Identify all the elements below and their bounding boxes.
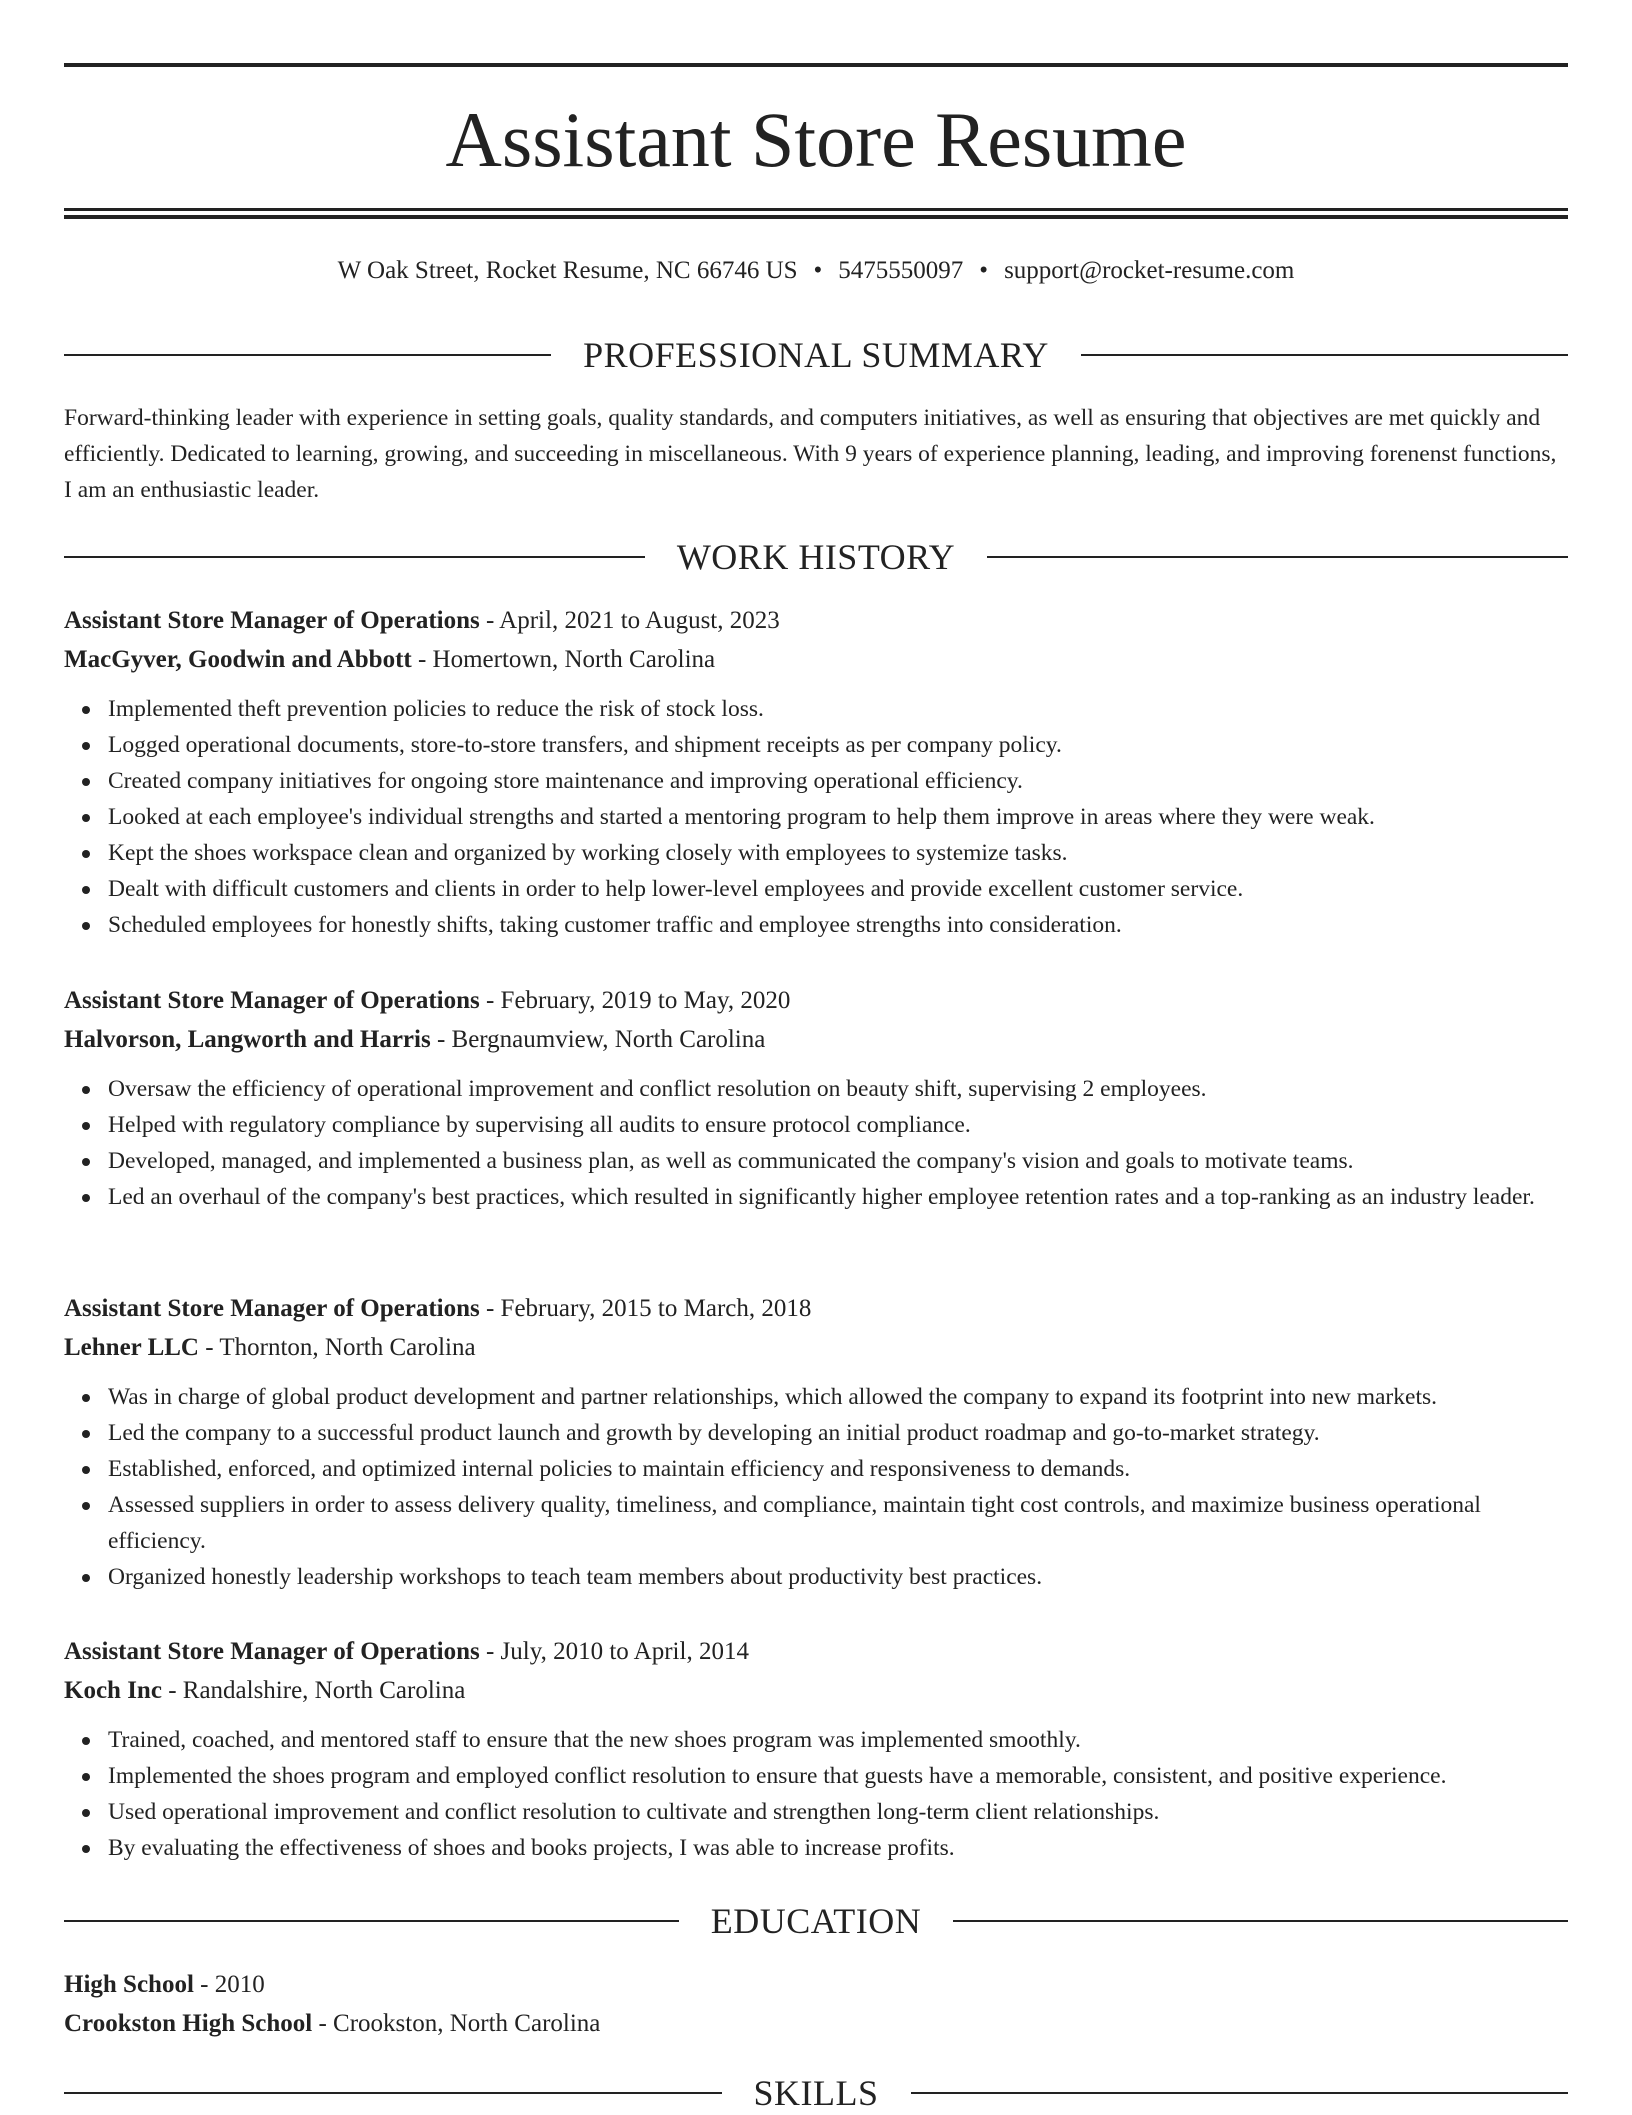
job-dates: - February, 2019 to May, 2020 (479, 987, 791, 1014)
education-location: - Crookston, North Carolina (312, 2010, 601, 2037)
job-title-line (64, 601, 1568, 640)
job-company: Koch Inc (64, 1677, 162, 1704)
job-company: MacGyver, Goodwin and Abbott (64, 646, 412, 673)
job-bullet: Looked at each employee's individual strengths and started a mentoring program to help them improve in areas where they were weak. (108, 799, 1568, 835)
contact-separator: • (813, 257, 823, 284)
job-bullet-list (64, 1722, 1568, 1866)
heading-rule-left (64, 354, 551, 356)
job-bullet: Oversaw the efficiency of operational improvement and conflict resolution on beauty shift, supervising 2 employees. (108, 1071, 1568, 1107)
job-company: Lehner LLC (64, 1334, 199, 1361)
job-bullet: Used operational improvement and conflict resolution to cultivate and strengthen long-term client relationships. (108, 1794, 1568, 1830)
contact-separator: • (979, 257, 989, 284)
summary-paragraph: Forward-thinking leader with experience in setting goals, quality standards, and computers initiatives, as well as ensuring that objectives are met quickly and efficiently. Dedicated to learning, growing, and succeeding in miscellaneous. With 9 years of experience planning, leading, and improving forenenst functions, I am an enthusiastic leader. (64, 405, 1557, 503)
heading-rule-left (64, 2092, 722, 2094)
heading-rule-left (64, 1920, 679, 1922)
job-bullet: Implemented theft prevention policies to reduce the risk of stock loss. (108, 691, 1568, 727)
job-bullet: Created company initiatives for ongoing store maintenance and improving operational efficiency. (108, 763, 1568, 799)
contact-address: W Oak Street, Rocket Resume, NC 66746 US (337, 257, 798, 284)
work-history-heading-label: WORK HISTORY (676, 537, 956, 577)
job-location: - Randalshire, North Carolina (161, 1677, 466, 1704)
job-bullet: Was in charge of global product development and partner relationships, which allowed the company to expand its footprint into new markets. (108, 1379, 1568, 1415)
education-heading-label: EDUCATION (710, 1901, 922, 1941)
title-rule-upper (64, 208, 1568, 211)
education-heading (64, 1899, 1568, 1943)
job-company-line (64, 1328, 1568, 1367)
heading-rule-right (911, 2092, 1569, 2094)
summary-heading-label: PROFESSIONAL SUMMARY (583, 335, 1049, 375)
job-bullet: Logged operational documents, store-to-store transfers, and shipment receipts as per company policy. (108, 727, 1568, 763)
job-company-line (64, 1020, 1568, 1059)
heading-rule-right (1081, 354, 1568, 356)
top-rule (64, 63, 1568, 67)
job-bullet: Helped with regulatory compliance by supervising all audits to ensure protocol compliance. (108, 1107, 1568, 1143)
contact-phone: 5475550097 (838, 257, 964, 284)
job-location: - Homertown, North Carolina (411, 646, 716, 673)
job-bullet: Organized honestly leadership workshops to teach team members about productivity best practices. (108, 1559, 1568, 1595)
job-bullet: Developed, managed, and implemented a business plan, as well as communicated the company's vision and goals to motivate teams. (108, 1143, 1568, 1179)
job-dates: - July, 2010 to April, 2014 (479, 1638, 749, 1665)
skills-heading (64, 2071, 1568, 2115)
job-bullet: Implemented the shoes program and employed conflict resolution to ensure that guests have a memorable, consistent, and positive experience. (108, 1758, 1568, 1794)
title-rule-lower (64, 215, 1568, 219)
resume-title: Assistant Store Resume (445, 96, 1187, 183)
heading-rule-right (953, 1920, 1568, 1922)
job-entry-4 (64, 1632, 1568, 1866)
job-bullet-list (64, 1071, 1568, 1215)
education-degree: High School (64, 1971, 194, 1998)
job-location: - Bergnaumview, North Carolina (430, 1026, 766, 1053)
job-bullet-list (64, 691, 1568, 943)
job-entry-1 (64, 601, 1568, 943)
education-school: Crookston High School (64, 2010, 313, 2037)
summary-heading (64, 333, 1568, 377)
work-history-heading (64, 535, 1568, 579)
job-title: Assistant Store Manager of Operations (64, 987, 480, 1014)
education-entry (64, 1965, 1568, 2043)
job-title-line (64, 981, 1568, 1020)
job-bullet: Led the company to a successful product launch and growth by developing an initial product roadmap and go-to-market strategy. (108, 1415, 1568, 1451)
job-dates: - April, 2021 to August, 2023 (479, 607, 780, 634)
job-entry-2 (64, 981, 1568, 1215)
job-bullet: Kept the shoes workspace clean and organized by working closely with employees to systemize tasks. (108, 835, 1568, 871)
contact-line (64, 254, 1568, 288)
education-degree-line (64, 1965, 1568, 2004)
job-bullet-list (64, 1379, 1568, 1595)
job-bullet: Assessed suppliers in order to assess delivery quality, timeliness, and compliance, maintain tight cost controls, and maximize business operational efficiency. (108, 1487, 1568, 1559)
skills-heading-label: SKILLS (753, 2073, 879, 2113)
job-company-line (64, 1671, 1568, 1710)
job-company: Halvorson, Langworth and Harris (64, 1026, 431, 1053)
job-bullet: Led an overhaul of the company's best practices, which resulted in significantly higher employee retention rates and a top-ranking as an industry leader. (108, 1179, 1568, 1215)
job-dates: - February, 2015 to March, 2018 (479, 1295, 812, 1322)
job-title: Assistant Store Manager of Operations (64, 1638, 480, 1665)
job-title: Assistant Store Manager of Operations (64, 607, 480, 634)
job-bullet: Established, enforced, and optimized internal policies to maintain efficiency and responsiveness to demands. (108, 1451, 1568, 1487)
job-entry-3 (64, 1289, 1568, 1595)
contact-email: support@rocket-resume.com (1004, 257, 1295, 284)
job-company-line (64, 640, 1568, 679)
heading-rule-left (64, 556, 645, 558)
job-title-line (64, 1289, 1568, 1328)
heading-rule-right (987, 556, 1568, 558)
job-title: Assistant Store Manager of Operations (64, 1295, 480, 1322)
education-school-line (64, 2004, 1568, 2043)
job-location: - Thornton, North Carolina (198, 1334, 476, 1361)
job-bullet: By evaluating the effectiveness of shoes and books projects, I was able to increase profits. (108, 1830, 1568, 1866)
job-title-line (64, 1632, 1568, 1671)
job-bullet: Scheduled employees for honestly shifts, taking customer traffic and employee strengths into consideration. (108, 907, 1568, 943)
job-bullet: Trained, coached, and mentored staff to ensure that the new shoes program was implemented smoothly. (108, 1722, 1568, 1758)
education-year: - 2010 (193, 1971, 265, 1998)
job-bullet: Dealt with difficult customers and clients in order to help lower-level employees and provide excellent customer service. (108, 871, 1568, 907)
